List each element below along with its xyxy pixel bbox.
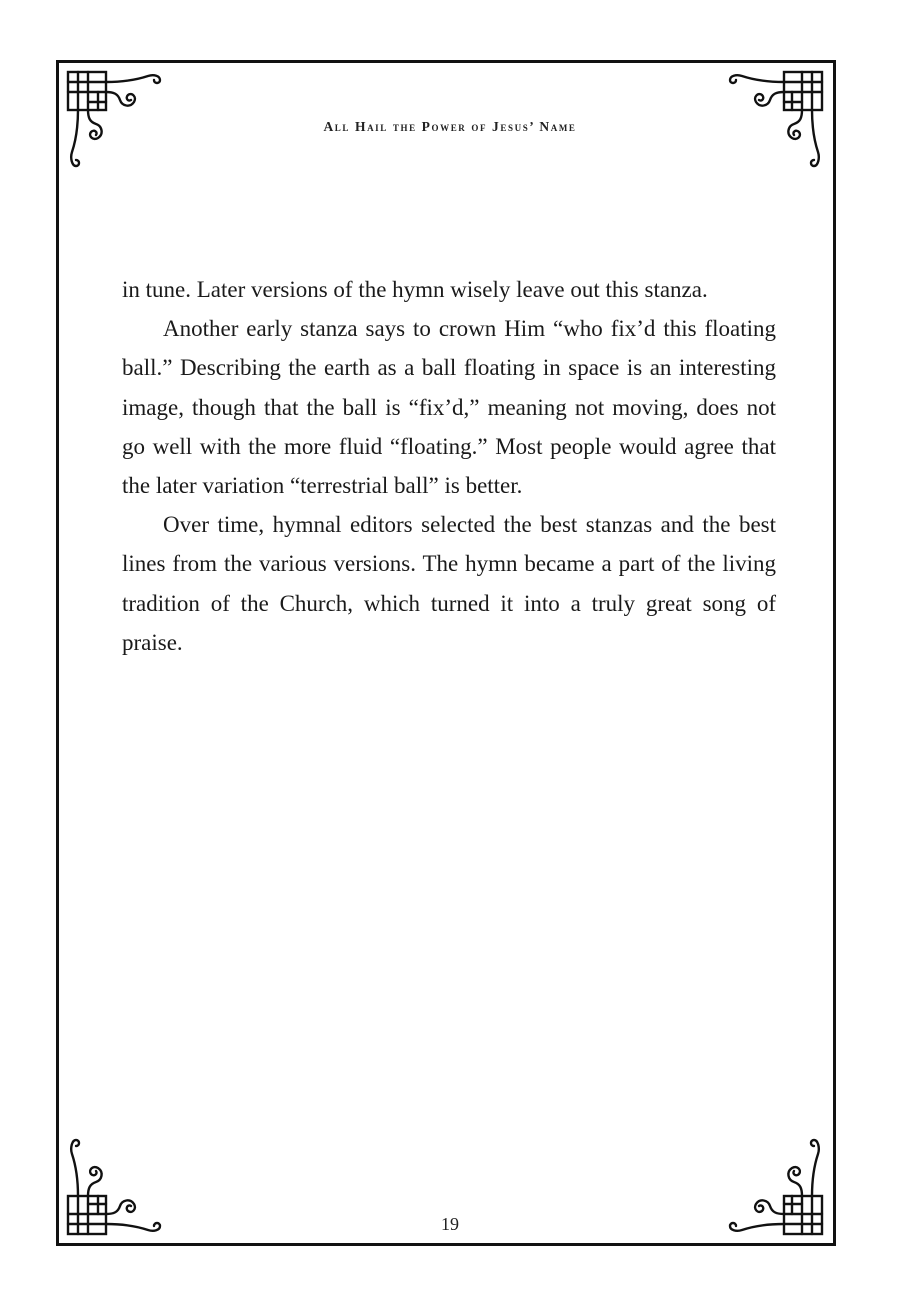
paragraph: Another early stanza says to crown Him “who fix’d this floating ball.” Describing the earth as a ball floating in space is an interesting image, though that the ball is “fix’d,” meaning not moving, does not go well with the more fluid “floating.” Most people would agree that the later variation “terrestrial ball” is better. <box>122 316 776 499</box>
paragraph: Over time, hymnal editors selected the best stanzas and the best lines from the various versions. The hymn became a part of the living tradition of the Church, which turned it into a truly great song of praise. <box>122 512 776 655</box>
running-head: All Hail the Power of Jesus’ Name <box>323 119 577 134</box>
paragraph-continued: in tune. Later versions of the hymn wisely leave out this stanza. <box>122 277 708 302</box>
page-number: 19 <box>441 1214 459 1234</box>
body-text <box>122 270 776 662</box>
